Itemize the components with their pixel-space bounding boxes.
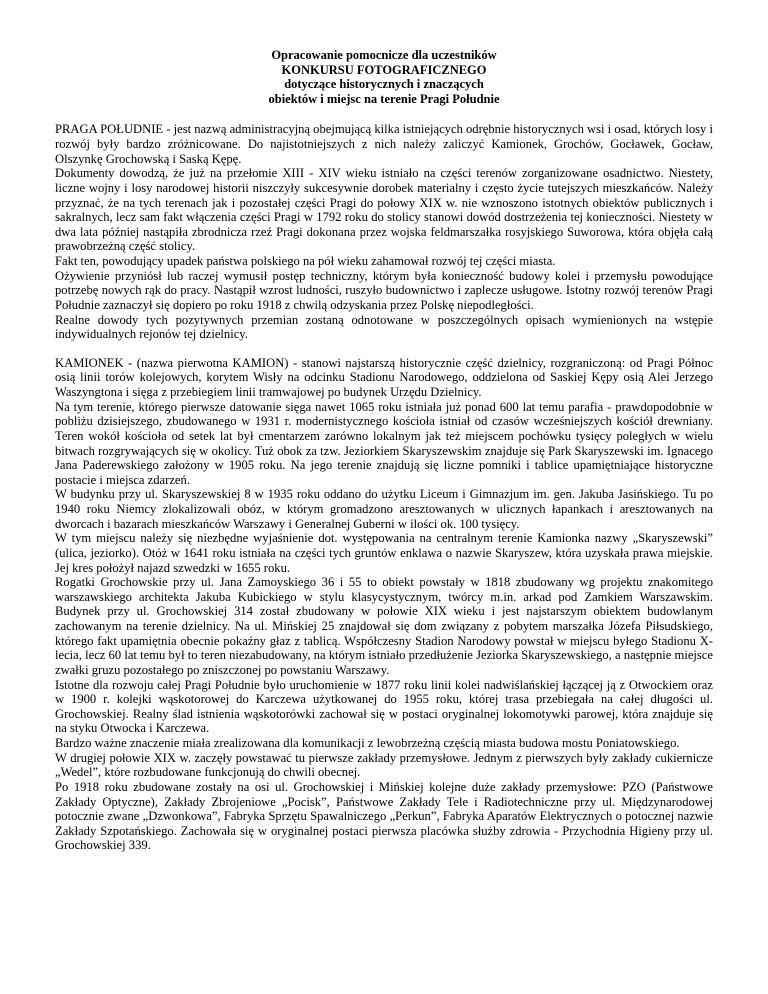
document-heading	[55, 48, 713, 106]
paragraph: Ożywienie przyniósł lub raczej wymusił postęp techniczny, którym była konieczność budowy kolei i przemysłu powodujące potrzebę nowych rąk do pracy. Nastąpił wzrost ludności, ruszyło budownictwo i zaplecze usługowe. Istotny rozwój terenów Pragi Południe zaznaczył się dopiero po roku 1918 z chwilą odzyskania przez Polskę niepodległości.	[55, 268, 713, 312]
paragraph: Istotne dla rozwoju całej Pragi Południe było uruchomienie w 1877 roku linii kolei nadwiślańskiej łączącej ją z Otwockiem oraz w 1900 r. kolejki wąskotorowej do Karczewa użytkowanej do 1955 roku, której trasa przebiegała na całej długości ul. Grochowskiej. Realny ślad istnienia wąskotorówki zachował się w postaci oryginalnej lokomotywki parowej, która znajduje się na styku Otwocka i Karczewa.	[55, 677, 713, 736]
paragraph: Na tym terenie, którego pierwsze datowanie sięga nawet 1065 roku istniała już ponad 600 lat temu parafia - prawdopodobnie w pobliżu dzisiejszego, zbudowanego w 1931 r. modernistycznego kościoła istniał od czasów wcześniejszych kościół drewniany. Teren wokół kościoła od setek lat był cmentarzem zarówno lokalnym jak też miejscem pochówku tysięcy poległych w wielu bitwach rozgrywających się w okolicy. Tuż obok za tzw. Jeziorkiem Skaryszewskim znajduje się Park Skaryszewski im. Ignacego Jana Paderewskiego założony w 1905 roku. Na jego terenie znajdują się liczne pomniki i tablice upamiętniające historyczne postacie i miejsca zdarzeń.	[55, 399, 713, 487]
paragraph: Bardzo ważne znaczenie miała zrealizowana dla komunikacji z lewobrzeżną częścią miasta budowa mostu Poniatowskiego.	[55, 736, 680, 750]
section-praga-poludnie	[55, 122, 713, 341]
paragraph: PRAGA POŁUDNIE - jest nazwą administracyjną obejmującą kilka istniejących odrębnie historycznych wsi i osad, których losy i rozwój były bardzo zróżnicowane. Do najistotniejszych z nich należy zaliczyć Kamionek, Grochów, Gocławek, Gocław, Olszynkę Grochowską i Saską Kępę.	[55, 122, 713, 166]
paragraph: W drugiej połowie XIX w. zaczęły powstawać tu pierwsze zakłady przemysłowe. Jednym z pierwszych były zakłady cukiernicze „Wedel”, które rozbudowane funkcjonują do chwili obecnej.	[55, 750, 713, 780]
paragraph: Dokumenty dowodzą, że już na przełomie XIII - XIV wieku istniało na części terenów zorganizowane osadnictwo. Niestety, liczne wojny i losy narodowej historii niszczyły sukcesywnie dorobek materialny i często życie tutejszych mieszkańców. Należy przyznać, że na tych terenach jak i pozostałej części Pragi do połowy XIX w. nie wznoszono istotnych obiektów publicznych i sakralnych, lecz sam fakt włączenia części Pragi w 1792 roku do stolicy stanowi dowód dostrzeżenia tej konieczności. Niestety w dwa lata później nastąpiła zbrodnicza rzeź Pragi dokonana przez wojska feldmarszałka rosyjskiego Suworowa, która objęła całą prawobrzeżną część stolicy.	[55, 166, 713, 254]
paragraph: Realne dowody tych pozytywnych przemian zostaną odnotowane w poszczególnych opisach wymienionych na wstępie indywidualnych rejonów tej dzielnicy.	[55, 312, 713, 342]
paragraph: Rogatki Grochowskie przy ul. Jana Zamoyskiego 36 i 55 to obiekt powstały w 1818 zbudowany wg projektu znakomitego warszawskiego architekta Jakuba Kubickiego w stylu klasycystycznym, twórcy m.in. arkad pod Zamkiem Warszawskim. Budynek przy ul. Grochowskiej 314 został zbudowany w połowie XIX wieku i jest najstarszym obiektem budowlanym zachowanym na terenie dzielnicy. Na ul. Mińskiej 25 znajdował się dom związany z pobytem marszałka Józefa Piłsudskiego, którego fakt upamiętnia obecnie pokaźny głaz z tablicą. Współczesny Stadion Narodowy powstał w miejscu byłego Stadionu X-lecia, lecz 60 lat temu był to teren niezabudowany, na którym istniało przedłużenie Jeziorka Skaryszewskiego, a następnie miejsce zwałki gruzu pozostałego po zniszczonej po powstaniu Warszawy.	[55, 575, 713, 677]
document-page	[55, 48, 713, 853]
heading-line: dotyczące historycznych i znaczących	[284, 77, 484, 92]
heading-line: obiektów i miejsc na terenie Pragi Południe	[268, 91, 500, 106]
section-kamionek	[55, 356, 713, 853]
heading-line: Opracowanie pomocnicze dla uczestników	[271, 48, 497, 62]
paragraph: Po 1918 roku zbudowane zostały na osi ul. Grochowskiej i Mińskiej kolejne duże zakłady przemysłowe: PZO (Państwowe Zakłady Optyczne), Zakłady Zbrojeniowe „Pocisk”, Państwowe Zakłady Tele i Radiotechniczne przy ul. Międzynarodowej potocznie zwane „Dzwonkowa”, Fabryka Sprzętu Spawalniczego „Perkun”, Fabryka Aparatów Elektrycznych o potocznej nazwie Zakłady Szpotańskiego. Zachowała się w oryginalnej postaci pierwsza placówka służby zdrowia - Przychodnia Higieny przy ul. Grochowskiej 339.	[55, 779, 713, 853]
paragraph: KAMIONEK - (nazwa pierwotna KAMION) - stanowi najstarszą historycznie część dzielnicy, rozgraniczoną: od Pragi Północ osią linii torów kolejowych, korytem Wisły na odcinku Stadionu Narodowego, oddzielona od Saskiej Kępy osią Alei Jerzego Waszyngtona i sięga z przebiegiem linii tramwajowej po budynek Urzędu Dzielnicy.	[55, 355, 713, 399]
paragraph: W budynku przy ul. Skaryszewskiej 8 w 1935 roku oddano do użytku Liceum i Gimnazjum im. gen. Jakuba Jasińskiego. Tu po 1940 roku Niemcy zlokalizowali obóz, w którym gromadzono aresztowanych w ulicznych łapankach i aresztowanych na dworcach i bazarach mieszkańców Warszawy i Generalnej Guberni w ilości ok. 100 tysięcy.	[55, 487, 713, 531]
paragraph: Fakt ten, powodujący upadek państwa polskiego na pół wieku zahamował rozwój tej części miasta.	[55, 254, 556, 268]
heading-line: KONKURSU FOTOGRAFICZNEGO	[281, 62, 487, 77]
paragraph: W tym miejscu należy się niezbędne wyjaśnienie dot. występowania na centralnym terenie Kamionka nazwy „Skaryszewski” (ulica, jeziorko). Otóż w 1641 roku istniała na części tych gruntów enklawa o nazwie Skaryszew, która uzyskała prawa miejskie. Jej kres położył najazd szwedzki w 1655 roku.	[55, 531, 713, 575]
